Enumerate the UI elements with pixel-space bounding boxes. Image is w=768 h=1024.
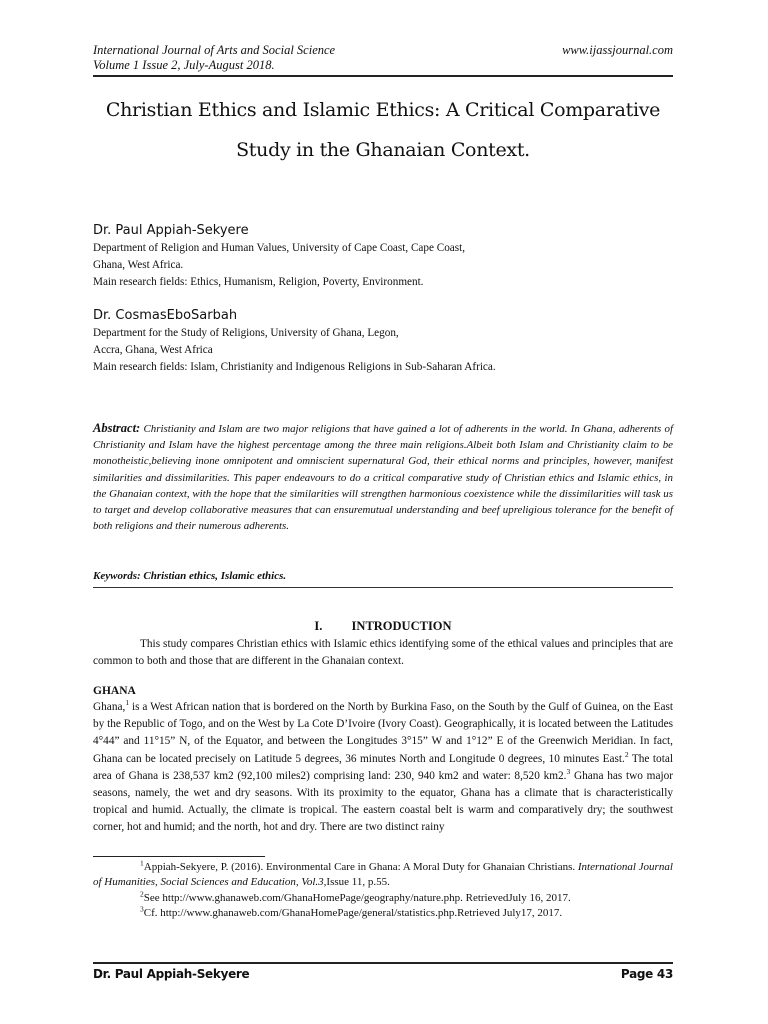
footnote-text: Issue 11, p.55. [326, 876, 390, 889]
affiliation-line: Department for the Study of Religions, University of Ghana, Legon, [93, 327, 399, 339]
footnote-journal: International Journal of Humanities, Social Sciences and Education, Vol.3, [93, 861, 673, 889]
text-run: Ghana, [93, 701, 126, 713]
intro-paragraph: This study compares Christian ethics with Islamic ethics identifying some of the ethical values and principles that are common to both and those that are different in the Ghanaian context. [93, 638, 673, 668]
text-run: The total area of Ghana is 238,537 km2 (92,100 miles2) comprising land: 230, 940 km2 and water: 8,520 km2. [93, 752, 673, 782]
running-header [93, 43, 673, 73]
footnote-ref[interactable]: 1 [125, 698, 130, 708]
header-rule [93, 75, 673, 77]
affiliation-line: Department of Religion and Human Values, University of Cape Coast, Cape Coast, [93, 242, 466, 254]
abstract-text: Christianity and Islam are two major religions that have gained a lot of adherents in the world. In Ghana, adherents of Christianity and Islam have the highest percentage among the three main religions.Albeit both Islam and Christianity claim to be monotheistic,believing inone omnipotent and omniscient supernatural God, their ethical norms and principles, however, manifest similarities and dissimilarities. This paper endeavours to do a critical comparative study of Christian ethics and Islamic ethics, in the Ghanaian context, with the hope that the similarities will strengthen harmonious coexistence while the dissimilarities will task us to target and develop collaborative measures that can ensuremutual understanding and beef upreligious tolerance for the benefit of both religions and their numerous adherents. [93, 423, 673, 533]
paper-title [70, 90, 696, 170]
title-line-1: Christian Ethics and Islamic Ethics: A Critical Comparative [105, 99, 661, 121]
footnote-text[interactable]: Cf. http://www.ghanaweb.com/GhanaHomePage/general/statistics.php.Retrieved July17, 2017. [143, 907, 563, 920]
research-fields: Main research fields: Ethics, Humanism, Religion, Poverty, Environment. [93, 276, 424, 288]
section-heading [93, 619, 673, 634]
author-name-2: Dr. CosmasEboSarbah [93, 308, 238, 323]
footnotes [93, 860, 673, 922]
footnote-mark: 2 [140, 889, 144, 899]
author-affiliation-1 [93, 240, 673, 291]
affiliation-line: Ghana, West Africa. [93, 259, 184, 271]
footnote-1 [93, 860, 673, 891]
ghana-paragraph [93, 699, 673, 837]
research-fields: Main research fields: Islam, Christianity and Indigenous Religions in Sub-Saharan Africa. [93, 361, 496, 373]
page-number: Page 43 [620, 967, 673, 981]
abstract [93, 420, 673, 534]
section-title: INTRODUCTION [351, 619, 452, 633]
author-affiliation-2 [93, 325, 673, 376]
journal-name: International Journal of Arts and Social Science [93, 43, 336, 57]
footer-author: Dr. Paul Appiah-Sekyere [93, 967, 250, 981]
footnote-text[interactable]: See http://www.ghanaweb.com/GhanaHomePage/geography/nature.php. RetrievedJuly 16, 2017. [143, 891, 571, 904]
subheading-ghana: GHANA [93, 685, 136, 697]
keywords-rule [93, 587, 673, 588]
footnote-mark: 1 [140, 858, 144, 868]
title-line-2: Study in the Ghanaian Context. [236, 139, 530, 161]
text-run: Ghana has two major seasons, namely, the wet and dry seasons. With its proximity to the equator, Ghana has a climate that is characteristically tropical and humid. Actually, the climate is tropical. The eastern coastal belt is warm and comparatively dry; the southwest corner, hot and humid; and the north, hot and dry. There are two distinct rainy [93, 769, 674, 834]
keywords: Keywords: Christian ethics, Islamic ethics. [93, 570, 287, 582]
footnote-ref[interactable]: 3 [566, 767, 571, 777]
footnote-rule [93, 856, 265, 857]
running-footer [93, 967, 673, 981]
footnote-ref[interactable]: 2 [624, 749, 629, 759]
affiliation-line: Accra, Ghana, West Africa [93, 344, 213, 356]
author-name-1: Dr. Paul Appiah-Sekyere [93, 223, 249, 238]
journal-issue: Volume 1 Issue 2, July-August 2018. [93, 58, 275, 72]
footnote-2 [93, 891, 673, 906]
section-number: I. [314, 619, 323, 633]
abstract-label: Abstract: [93, 421, 141, 435]
footnote-text: Appiah-Sekyere, P. (2016). Environmental Care in Ghana: A Moral Duty for Ghanaian Christians. [143, 861, 576, 873]
footnote-mark: 3 [140, 904, 144, 914]
journal-url[interactable]: www.ijassjournal.com [562, 43, 673, 57]
footnote-3 [93, 906, 673, 921]
footer-rule [93, 962, 673, 964]
text-run: is a West African nation that is bordered on the North by Burkina Faso, on the South by the Gulf of Guinea, on the East by the Republic of Togo, and on the West by La Cote D’Ivoire (Ivory Coast). Geographically, it is located between the Latitudes 4°44” and 11°15” N, of the Equator, and between the Longitudes 3°15” W and 1°12” E of the Greenwich Meridian. In fact, Ghana can be located precisely on Latitude 5 degrees, 36 minutes North and Longitude 0 degrees, 10 minutes East. [93, 701, 673, 765]
